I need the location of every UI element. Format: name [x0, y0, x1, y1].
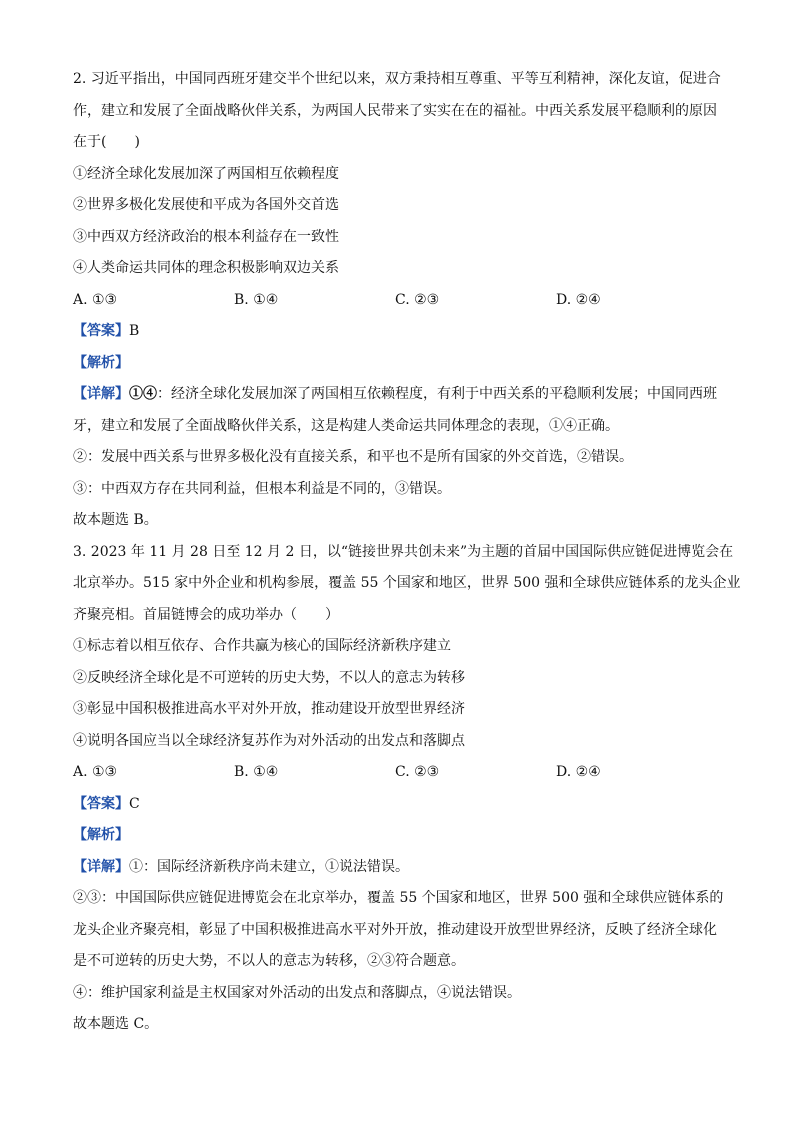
q3-option-b: B. ①④ — [234, 764, 279, 780]
question-3 — [73, 537, 741, 1041]
q3-stem-line-1: 3. 2023 年 11 月 28 日至 12 月 2 日，以“链接世界共创未来”为主题的首届中国国际供应链促进博览会在 — [73, 543, 734, 560]
q2-stem-line-1: 2. 习近平指出，中国同西班牙建交半个世纪以来，双方秉持相互尊重、平等互利精神，深化友谊，促进合 — [73, 71, 721, 87]
q3-statement-3: ③彰显中国积极推进高水平对外开放，推动建设开放型世界经济 — [73, 701, 465, 717]
q2-statement-1: ①经济全球化发展加深了两国相互依赖程度 — [73, 165, 339, 182]
q2-answer — [73, 316, 725, 348]
q3-statement-1: ①标志着以相互依存、合作共赢为核心的国际经济新秩序建立 — [73, 638, 451, 654]
q2-detail-line-3: ②：发展中西关系与世界多极化没有直接关系，和平也不是所有国家的外交首选，②错误。 — [73, 449, 633, 465]
q2-analysis-label: 【解析】 — [73, 354, 129, 371]
q2-analysis — [73, 348, 725, 380]
q3-detail-line-5: ④：维护国家利益是主权国家对外活动的出发点和落脚点，④说法错误。 — [73, 984, 521, 1001]
q3-detail-line-1 — [73, 852, 725, 884]
q2-statement-2: ②世界多极化发展使和平成为各国外交首选 — [73, 197, 339, 213]
q3-stem-line-2: 北京举办。515 家中外企业和机构参展，覆盖 55 个国家和地区，世界 500 强和全球供应链体系的龙头企业 — [73, 575, 741, 591]
q2-answer-label: 【答案】 — [73, 323, 129, 339]
q2-option-a: A. ①③ — [73, 291, 118, 308]
question-2 — [73, 64, 725, 537]
q2-stem-line-3: 在于( ) — [73, 134, 140, 150]
q2-detail-line-1 — [73, 379, 725, 411]
q3-detail-line-3: 龙头企业齐聚亮相，彰显了中国积极推进高水平对外开放，推动建设开放型世界经济，反映了经济全球化 — [73, 921, 717, 938]
q2-conclusion: 故本题选 B。 — [73, 512, 158, 528]
q3-detail-text-1: ①：国际经济新秩序尚未建立，①说法错误。 — [129, 858, 409, 875]
q3-stem-line-3: 齐聚亮相。首届链博会的成功举办（ ） — [73, 606, 339, 623]
q3-analysis — [73, 820, 725, 852]
q3-detail-line-4: 是不可逆转的历史大势，不以人的意志为转移，②③符合题意。 — [73, 953, 465, 969]
q3-option-d: D. ②④ — [556, 764, 601, 780]
q2-detail-text-1: ：经济全球化发展加深了两国相互依赖程度，有利于中西关系的平稳顺利发展；中国同西班 — [157, 386, 717, 402]
q2-detail-marker: ①④ — [129, 386, 157, 402]
q3-answer — [73, 789, 725, 821]
q2-option-d: D. ②④ — [556, 291, 601, 308]
q3-option-a: A. ①③ — [73, 764, 118, 780]
q2-option-c: C. ②③ — [395, 291, 440, 308]
q3-answer-label: 【答案】 — [73, 795, 129, 812]
q2-detail-line-4: ③：中西双方存在共同利益，但根本利益是不同的，③错误。 — [73, 480, 451, 497]
q3-option-c: C. ②③ — [395, 764, 440, 780]
document-page — [73, 64, 741, 1041]
q2-statement-3: ③中西双方经济政治的根本利益存在一致性 — [73, 228, 339, 245]
q3-detail-line-2: ②③：中国国际供应链促进博览会在北京举办，覆盖 55 个国家和地区，世界 500 强和全球供应链体系的 — [73, 890, 724, 906]
q2-detail-line-2: 牙，建立和发展了全面战略伙伴关系，这是构建人类命运共同体理念的表现，①④正确。 — [73, 417, 619, 434]
q3-answer-value: C — [129, 795, 140, 812]
q3-statement-2: ②反映经济全球化是不可逆转的历史大势，不以人的意志为转移 — [73, 669, 465, 686]
q3-conclusion: 故本题选 C。 — [73, 1016, 159, 1032]
q2-stem-line-2: 作，建立和发展了全面战略伙伴关系，为两国人民带来了实实在在的福祉。中西关系发展平稳顺利的原因 — [73, 102, 717, 119]
q3-analysis-label: 【解析】 — [73, 827, 129, 843]
q2-answer-value: B — [129, 323, 140, 339]
q3-options — [73, 757, 725, 789]
q2-statement-4: ④人类命运共同体的理念积极影响双边关系 — [73, 260, 339, 276]
q3-detail-label: 【详解】 — [73, 858, 129, 875]
q2-option-b: B. ①④ — [234, 291, 279, 308]
q3-statement-4: ④说明各国应当以全球经济复苏作为对外活动的出发点和落脚点 — [73, 732, 465, 749]
q2-detail-label: 【详解】 — [73, 386, 129, 402]
q2-options — [73, 285, 725, 317]
